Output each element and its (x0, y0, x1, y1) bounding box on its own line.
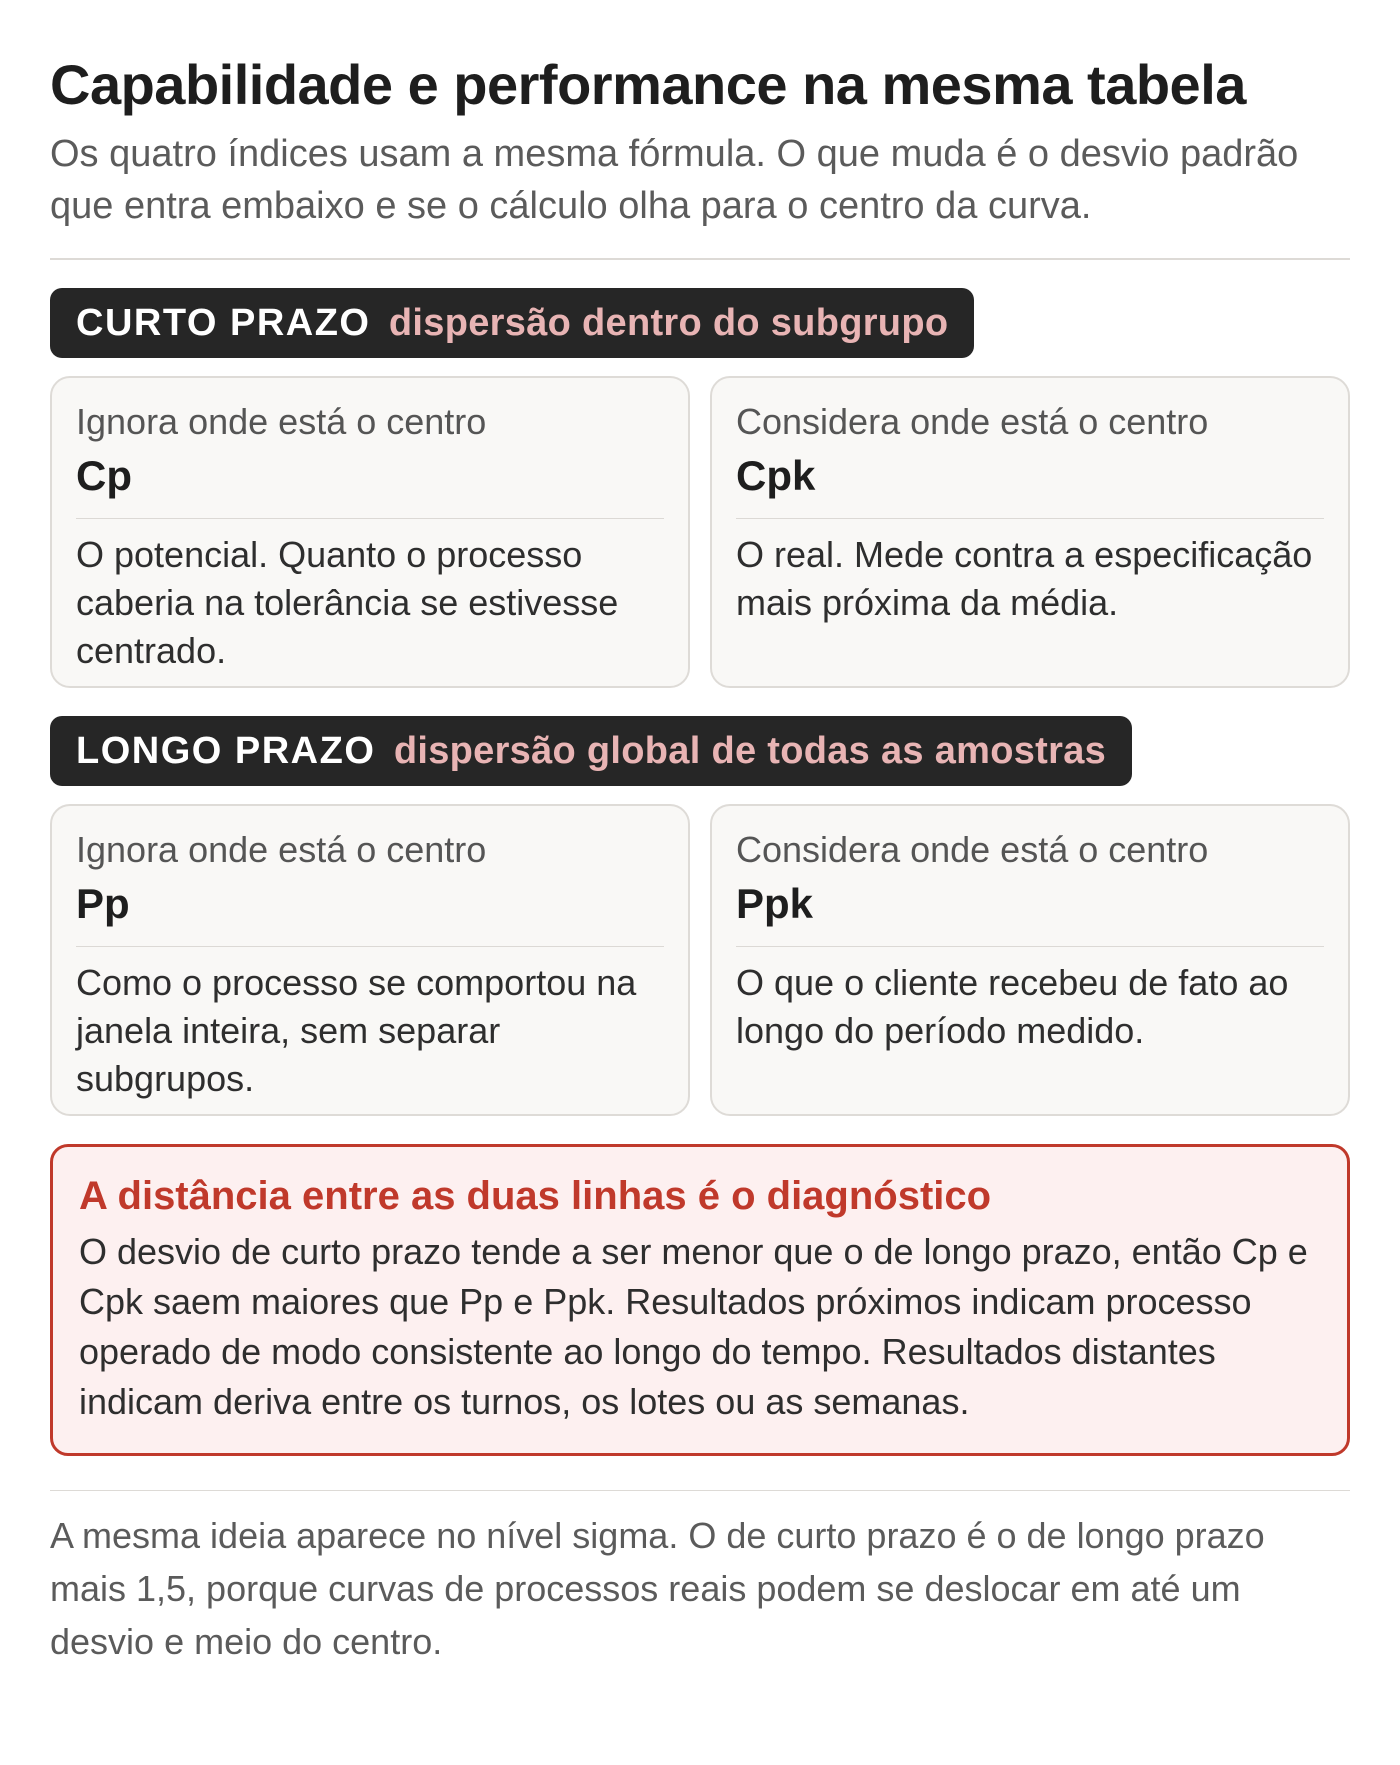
card-index-name: Ppk (736, 880, 814, 927)
card-kicker: Ignora onde está o centro (76, 829, 487, 870)
card-description: Como o processo se comportou na janela inteira, sem separar subgrupos. (76, 962, 637, 1099)
card-cp (50, 376, 690, 688)
card-description: O que o cliente recebeu de fato ao longo do período medido. (736, 962, 1289, 1051)
section-header-short-term (50, 288, 974, 358)
callout-body: O desvio de curto prazo tende a ser menor que o de longo prazo, então Cp e Cpk saem maiores que Pp e Ppk. Resultados próximos indicam processo operado de modo consistente ao longo do tempo. Resultados distantes indicam deriva entre os turnos, os lotes ou as semanas. (79, 1231, 1308, 1422)
card-divider (76, 518, 664, 519)
diagnosis-callout (50, 1144, 1350, 1456)
section-sublabel: dispersão dentro do subgrupo (388, 302, 949, 344)
card-description: O real. Mede contra a especificação mais próxima da média. (736, 534, 1313, 623)
card-index-name: Pp (76, 880, 130, 927)
card-index-name: Cp (76, 452, 132, 499)
section-long-term (50, 688, 1350, 1116)
footer-divider (50, 1490, 1350, 1491)
section-label: CURTO PRAZO (76, 302, 371, 344)
card-divider (736, 518, 1324, 519)
page-subtitle: Os quatro índices usam a mesma fórmula. O que muda é o desvio padrão que entra embaixo e se o cálculo olha para o centro da curva. (50, 133, 1299, 227)
card-ppk (710, 804, 1350, 1116)
card-kicker: Ignora onde está o centro (76, 401, 487, 442)
card-pp (50, 804, 690, 1116)
footer-note: A mesma ideia aparece no nível sigma. O de curto prazo é o de longo prazo mais 1,5, porque curvas de processos reais podem se deslocar em até um desvio e meio do centro. (50, 1515, 1265, 1662)
section-label: LONGO PRAZO (76, 730, 376, 772)
card-divider (76, 946, 664, 947)
card-kicker: Considera onde está o centro (736, 401, 1209, 442)
card-divider (736, 946, 1324, 947)
section-short-term (50, 260, 1350, 688)
card-row-long-term (50, 804, 1350, 1116)
card-index-name: Cpk (736, 452, 816, 499)
card-kicker: Considera onde está o centro (736, 829, 1209, 870)
callout-title: A distância entre as duas linhas é o diagnóstico (79, 1174, 992, 1218)
card-row-short-term (50, 376, 1350, 688)
card-cpk (710, 376, 1350, 688)
section-sublabel: dispersão global de todas as amostras (393, 730, 1107, 772)
page-title: Capabilidade e performance na mesma tabela (50, 53, 1246, 116)
section-header-long-term (50, 716, 1132, 786)
card-description: O potencial. Quanto o processo caberia na tolerância se estivesse centrado. (76, 534, 619, 671)
